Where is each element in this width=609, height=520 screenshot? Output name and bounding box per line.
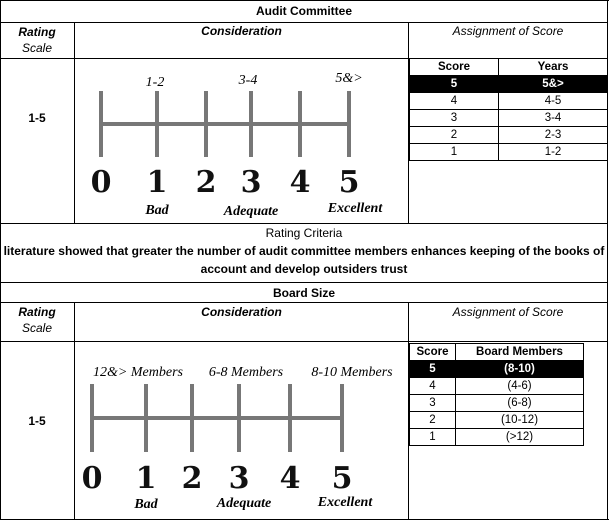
value-cell: 1-2	[499, 144, 608, 161]
value-cell: 5&>	[499, 76, 608, 93]
scale-tick	[237, 384, 241, 452]
years-column-header: Years	[499, 59, 608, 76]
score-cell: 4	[410, 378, 456, 395]
rating-label: Rating	[18, 305, 56, 319]
criteria-line: account and develop outsiders trust	[200, 262, 408, 276]
scale-number: 5	[331, 461, 353, 496]
score-cell: 2	[410, 127, 499, 144]
table-row	[410, 76, 608, 93]
table-row	[410, 93, 608, 110]
scale-label: Scale	[21, 321, 53, 335]
value-cell: (>12)	[456, 429, 584, 446]
board-score-table	[409, 343, 584, 446]
board-members-column-header: Board Members	[456, 344, 584, 361]
scale-number: 4	[279, 461, 301, 496]
scale-number: 0	[81, 461, 103, 496]
scale-number: 1	[146, 165, 168, 200]
value-cell: 3-4	[499, 110, 608, 127]
scale-number: 1	[135, 461, 157, 496]
criteria-line: literature showed that greater the number of audit committee members enhances keeping of the books of	[3, 244, 605, 258]
value-cell: (4-6)	[456, 378, 584, 395]
scale-number: 2	[195, 165, 217, 200]
score-cell: 2	[410, 412, 456, 429]
criteria-block	[0, 224, 608, 278]
scale-top-label: 6-8 Members	[208, 365, 284, 380]
scale-tick	[288, 384, 292, 452]
consideration-header: Consideration	[201, 305, 282, 319]
scale-top-label: 5&>	[335, 71, 363, 86]
score-cell: 5	[410, 361, 456, 378]
scale-tick	[144, 384, 148, 452]
scale-tick	[190, 384, 194, 452]
value-cell: (6-8)	[456, 395, 584, 412]
scale-number: 5	[338, 165, 360, 200]
assignment-header: Assignment of Score	[452, 24, 564, 38]
audit-score-table	[409, 58, 608, 161]
rating-label: Rating	[18, 25, 56, 39]
rating-scale-header	[0, 24, 74, 56]
scale-tick	[90, 384, 94, 452]
score-cell: 1	[410, 144, 499, 161]
scale-bottom-label: Bad	[145, 203, 169, 218]
score-cell: 4	[410, 93, 499, 110]
table-row	[410, 144, 608, 161]
assignment-header: Assignment of Score	[452, 305, 564, 319]
value-cell: 4-5	[499, 93, 608, 110]
scale-top-label: 3-4	[238, 73, 258, 88]
divider	[0, 302, 608, 303]
score-cell: 1	[410, 429, 456, 446]
value-cell: 2-3	[499, 127, 608, 144]
scale-number: 0	[90, 165, 112, 200]
rating-value: 1-5	[28, 111, 46, 125]
scale-tick	[347, 91, 351, 157]
scale-tick	[204, 91, 208, 157]
score-cell: 3	[410, 110, 499, 127]
table-row	[410, 110, 608, 127]
scale-number: 3	[240, 165, 262, 200]
scale-number: 3	[228, 461, 250, 496]
divider	[0, 22, 608, 23]
scale-tick	[155, 91, 159, 157]
score-cell: 5	[410, 76, 499, 93]
scale-number: 4	[289, 165, 311, 200]
table-row	[410, 127, 608, 144]
rating-value: 1-5	[28, 414, 46, 428]
section-title-board: Board Size	[272, 286, 335, 300]
scale-top-label: 8-10 Members	[311, 365, 393, 380]
scale-bottom-label: Adequate	[223, 204, 279, 219]
score-column-header: Score	[410, 344, 456, 361]
scale-tick	[249, 91, 253, 157]
value-cell: (8-10)	[456, 361, 584, 378]
section-title-audit: Audit Committee	[256, 4, 352, 18]
scale-label: Scale	[21, 41, 53, 55]
score-column-header: Score	[410, 59, 499, 76]
scale-axis	[90, 416, 344, 420]
scale-top-label: 12&> Members	[93, 365, 183, 380]
score-cell: 3	[410, 395, 456, 412]
scale-bottom-label: Bad	[134, 497, 158, 512]
table-row	[410, 361, 584, 378]
value-cell: (10-12)	[456, 412, 584, 429]
scale-bottom-label: Excellent	[327, 201, 383, 216]
consideration-header: Consideration	[201, 24, 282, 38]
divider	[0, 282, 608, 283]
scale-tick	[340, 384, 344, 452]
table-row	[410, 412, 584, 429]
frame-top	[0, 0, 609, 1]
table-row	[410, 395, 584, 412]
scale-tick	[298, 91, 302, 157]
scale-axis	[99, 122, 351, 126]
scale-top-label: 1-2	[145, 75, 165, 90]
table-row	[410, 378, 584, 395]
board-scale-diagram	[75, 342, 408, 519]
table-row	[410, 429, 584, 446]
scale-number: 2	[181, 461, 203, 496]
audit-scale-diagram	[75, 59, 408, 223]
scale-tick	[99, 91, 103, 157]
scale-bottom-label: Excellent	[317, 495, 373, 510]
rating-scale-header	[0, 304, 74, 336]
criteria-title: Rating Criteria	[265, 226, 343, 240]
scale-bottom-label: Adequate	[216, 496, 272, 511]
